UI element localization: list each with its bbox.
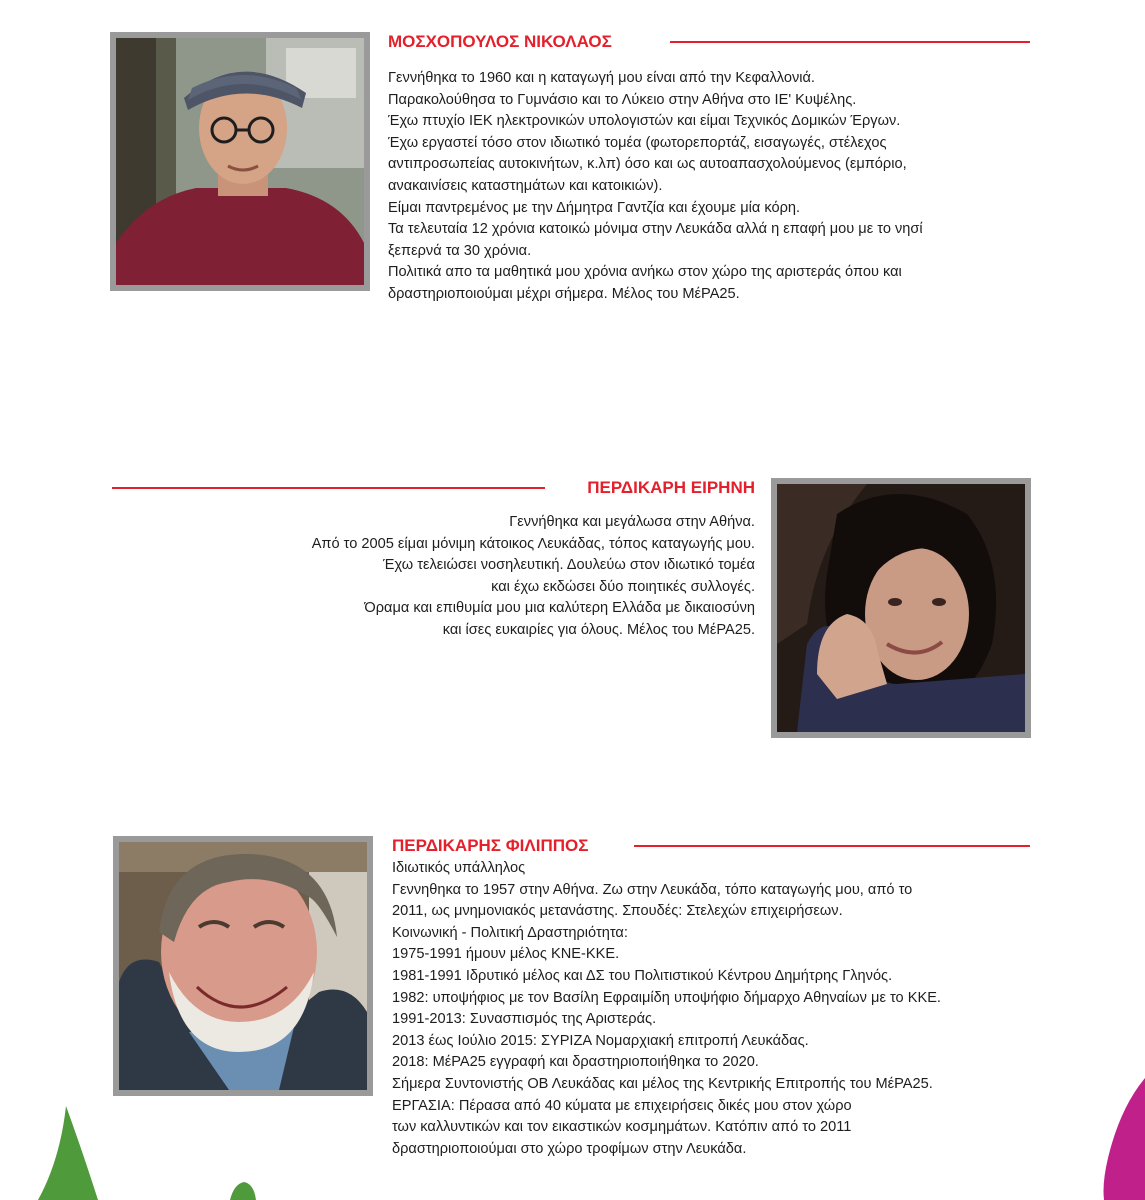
portrait-smiling-man-grey-beard — [119, 842, 367, 1090]
green-leaf-decoration-icon — [30, 1100, 270, 1200]
bio-line: δραστηριοποιούμαι στο χώρο τροφίμων στην Λευκάδα. — [392, 1140, 747, 1157]
candidate-3-photo — [113, 836, 373, 1096]
bio-line: 1991-2013: Συνασπισμός της Αριστεράς. — [392, 1011, 657, 1028]
bio-line: και έχω εκδώσει δύο ποιητικές συλλογές. — [491, 578, 755, 595]
candidate-2-name: ΠΕΡΔΙΚΑΡΗ ΕΙΡΗΝΗ — [587, 478, 755, 497]
bio-line: Έχω εργαστεί τόσο στον ιδιωτικό τομέα (φωτορεπορτάζ, εισαγωγές, στέλεχος — [388, 134, 887, 151]
bio-line: και ίσες ευκαιρίες για όλους. Μέλος του ΜέΡΑ25. — [442, 621, 755, 638]
bio-line: ανακαινίσεις καταστημάτων και κατοικιών). — [388, 177, 663, 194]
bio-line: ΕΡΓΑΣΙΑ: Πέρασα από 40 κύματα με επιχειρήσεις δικές μου στον χώρο — [392, 1097, 852, 1114]
bio-line: Έχω πτυχίο ΙΕΚ ηλεκτρονικών υπολογιστών και είμαι Τεχνικός Δομικών Έργων. — [388, 113, 901, 130]
bio-line: Πολιτικά απο τα μαθητικά μου χρόνια ανήκω στον χώρο της αριστεράς όπου και — [388, 264, 902, 281]
bio-line: δραστηριοποιούμαι μέχρι σήμερα. Μέλος του ΜέΡΑ25. — [388, 285, 740, 302]
bio-line: Παρακολούθησα το Γυμνάσιο και το Λύκειο στην Αθήνα στο ΙΕ' Κυψέλης. — [388, 91, 857, 108]
bio-line: Γεννηθηκα το 1957 στην Αθήνα. Ζω στην Λευκάδα, τόπο καταγωγής μου, από το — [392, 881, 913, 898]
magenta-leaf-decoration-icon — [1090, 1078, 1145, 1200]
bio-line: ξεπερνά τα 30 χρόνια. — [388, 242, 532, 259]
bio-line: 2018: ΜέΡΑ25 εγγραφή και δραστηριοποιήθηκα το 2020. — [392, 1054, 759, 1071]
candidate-1-photo — [110, 32, 370, 291]
bio-line: Κοινωνική - Πολιτική Δραστηριότητα: — [392, 924, 628, 941]
candidate-1-name-rule — [670, 41, 1030, 43]
portrait-woman-hand-on-chin — [777, 484, 1025, 732]
bio-line: Τα τελευταία 12 χρόνια κατοικώ μόνιμα στην Λευκάδα αλλά η επαφή μου με το νησί — [388, 221, 923, 238]
candidate-2-photo — [771, 478, 1031, 738]
candidate-3-name: ΠΕΡΔΙΚΑΡΗΣ ΦΙΛΙΠΠΟΣ — [392, 836, 589, 855]
candidate-3-bio — [392, 858, 941, 1160]
candidate-1-bio — [388, 68, 923, 306]
bio-line: Από το 2005 είμαι μόνιμη κάτοικος Λευκάδας, τόπος καταγωγής μου. — [311, 535, 755, 552]
bio-line: Γεννήθηκα το 1960 και η καταγωγή μου είναι από την Κεφαλλονιά. — [388, 70, 815, 86]
bio-line: Ιδιωτικός υπάλληλος — [392, 860, 526, 876]
bio-line: των καλλυντικών και τον εικαστικών κοσμημάτων. Κατόπιν από το 2011 — [392, 1119, 852, 1136]
candidate-1-name: ΜΟΣΧΟΠΟΥΛΟΣ ΝΙΚΟΛΑΟΣ — [388, 32, 612, 51]
bio-line: Σήμερα Συντονιστής ΟΒ Λευκάδας και μέλος της Κεντρικής Επιτροπής του ΜέΡΑ25. — [392, 1075, 933, 1092]
bio-line: 2011, ως μνημονιακός μετανάστης. Σπουδές: Στελεχών επιχειρήσεων. — [392, 903, 843, 920]
bio-line: Γεννήθηκα και μεγάλωσα στην Αθήνα. — [509, 514, 755, 530]
bio-line: Έχω τελειώσει νοσηλευτική. Δουλεύω στον ιδιωτικό τομέα — [383, 557, 755, 574]
bio-line: Είμαι παντρεμένος με την Δήμητρα Γαντζία και έχουμε μία κόρη. — [388, 199, 801, 216]
bio-line: 1981-1991 Ιδρυτικό μέλος και ΔΣ του Πολιτιστικού Κέντρου Δημήτρης Γληνός. — [392, 967, 893, 984]
candidate-3-name-rule — [634, 845, 1030, 847]
candidate-2-name-rule — [112, 487, 545, 489]
bio-line: αντιπροσωπείας αυτοκινήτων, κ.λπ) όσο και ως αυτοαπασχολούμενος (εμπόριο, — [388, 156, 907, 173]
bio-line: 1982: υποψήφιος με τον Βασίλη Εφραιμίδη υποψήφιο δήμαρχο Αθηναίων με το ΚΚΕ. — [392, 989, 941, 1006]
bio-line: 2013 έως Ιούλιο 2015: ΣΥΡΙΖΑ Νομαρχιακή επιτροπή Λευκάδας. — [392, 1032, 809, 1049]
portrait-man-cap-glasses — [116, 38, 364, 285]
candidate-2-bio — [312, 512, 755, 642]
bio-line: Όραμα και επιθυμία μου μια καλύτερη Ελλάδα με δικαιοσύνη — [364, 600, 755, 617]
bio-line: 1975-1991 ήμουν μέλος ΚΝΕ-ΚΚΕ. — [392, 946, 620, 963]
